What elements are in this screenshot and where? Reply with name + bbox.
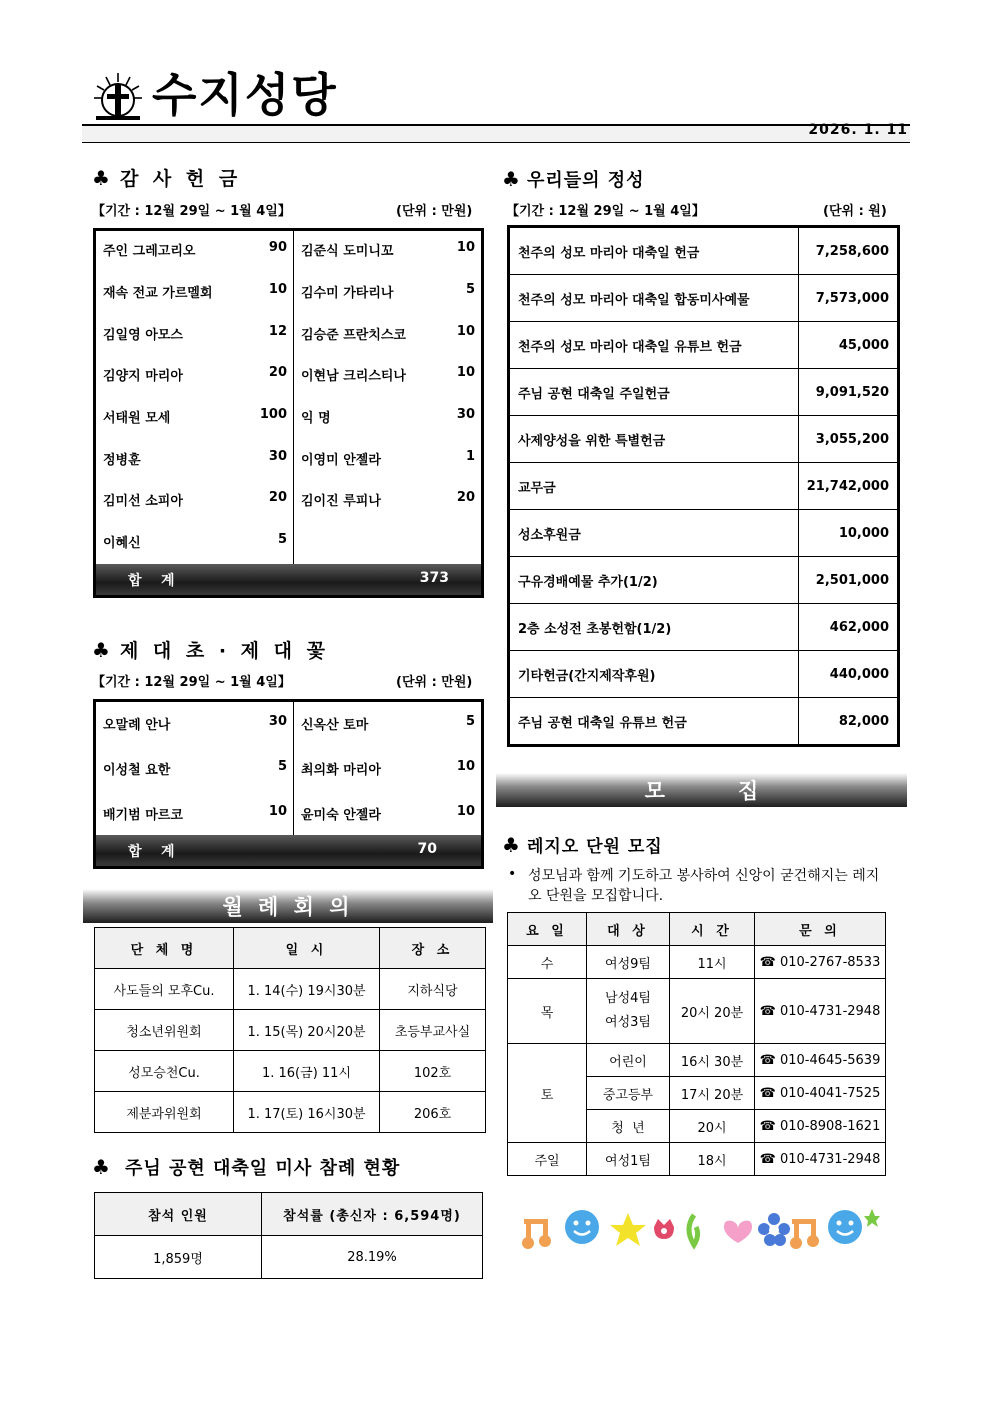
- club-icon: ♣: [92, 1155, 111, 1179]
- phone-icon: ☎: [759, 954, 776, 970]
- table-row: 사도들의 모후Cu. 1. 14(수) 19시30분 지하식당: [95, 969, 486, 1010]
- smiley-icon: [565, 1210, 599, 1244]
- altar-period: 【기간 : 12월 29일 ~ 1월 4일】: [92, 675, 291, 690]
- table-row: 천주의 성모 마리아 대축일 헌금 7,258,600: [509, 227, 899, 275]
- table-row: 사제양성을 위한 특별헌금 3,055,200: [509, 416, 899, 463]
- altar-total: 70: [417, 841, 437, 857]
- table-row: 성모승천Cu. 1. 16(금) 11시 102호: [95, 1051, 486, 1092]
- altar-total-label: 합 계: [128, 844, 175, 860]
- club-icon: ♣: [92, 166, 114, 190]
- club-icon: ♣: [502, 833, 521, 857]
- table-row: 천주의 성모 마리아 대축일 합동미사예물 7,573,000: [509, 275, 899, 322]
- header-rule: [82, 124, 910, 143]
- table-row: 주님 공현 대축일 주일헌금 9,091,520: [509, 369, 899, 416]
- thanks-unit: (단위 : 만원): [396, 204, 473, 219]
- table-row: 제분과위원회 1. 17(토) 16시30분 206호: [95, 1092, 486, 1133]
- table-row: 청소년위원회 1. 15(목) 20시20분 초등부교사실: [95, 1010, 486, 1051]
- table-row: 천주의 성모 마리아 대축일 유튜브 헌금 45,000: [509, 322, 899, 369]
- table-row: 토 어린이 16시 30분 ☎ 010-4645-5639: [508, 1044, 886, 1077]
- recruit-heading: [502, 832, 663, 857]
- club-icon: ♣: [502, 167, 521, 191]
- thanks-total-label: 합 계: [128, 573, 175, 589]
- phone-icon: ☎: [759, 1052, 776, 1068]
- tulip-icon: [654, 1219, 674, 1239]
- heart-icon: [724, 1221, 752, 1243]
- meeting-banner: 월 례 회 의: [83, 889, 493, 923]
- leaf-icon: [689, 1215, 698, 1245]
- recruit-banner: 모 집: [496, 773, 907, 807]
- recruit-description: 성모님과 함께 기도하고 봉사하여 신앙이 굳건해지는 레지오 단원을 모집합니다.: [528, 868, 880, 904]
- altar-unit: (단위 : 만원): [396, 675, 473, 690]
- altar-heading: [92, 636, 329, 663]
- table-row: 청 년 20시 ☎ 010-8908-1621: [508, 1110, 886, 1143]
- table-row: 주일 여성1팀 18시 ☎ 010-4731-2948: [508, 1143, 886, 1176]
- smiley-icon: [828, 1210, 862, 1244]
- table-row: 교무금 21,742,000: [509, 463, 899, 510]
- music-note-icon: [790, 1219, 819, 1249]
- phone-icon: ☎: [759, 1003, 776, 1019]
- attendance-heading: [92, 1154, 400, 1180]
- offering-unit: (단위 : 원): [823, 204, 887, 219]
- phone-icon: ☎: [759, 1085, 776, 1101]
- table-row: 성소후원금 10,000: [509, 510, 899, 557]
- club-icon: ♣: [92, 638, 114, 662]
- altar-title: 제 대 초 · 제 대 꽃: [119, 640, 329, 662]
- altar-total-bar: [96, 835, 481, 866]
- recruit-table: 요 일 대 상 시 간 문 의 수 여성9팀 11시 ☎ 010-2767-8533 목 남성4팀 여성3팀 20시 20분 ☎ 010-4731-2948 토 어린이 16시 30분 ☎ 010-4645-5639 중고등부 17시 20분 ☎ 010-4041-7525 청 년 20시 ☎ 010-8908-1621 주일 여성1팀 18시 ☎ 010-4731-2948: [507, 912, 886, 1176]
- thanks-total: 373: [419, 570, 449, 586]
- thanks-title: 감 사 헌 금: [119, 168, 242, 190]
- star-icon: [610, 1213, 646, 1246]
- thanks-period: 【기간 : 12월 29일 ~ 1월 4일】: [92, 204, 291, 219]
- table-row: 1,859명 28.19%: [95, 1236, 483, 1279]
- phone-icon: ☎: [759, 1151, 776, 1167]
- bulletin-date: 2026. 1. 11: [808, 122, 908, 138]
- offering-heading: [502, 166, 645, 192]
- thanks-box: 주인 그레고리오 90 재속 전교 가르멜회 10 김일영 아모스 12 김양지 마리아 20 서태원 모세 100 정병훈 30 김미선 소피아 20 이혜신 5 김준식 도미니꼬 10 김수미 가타리나 5 김승준 프란치스코 10 이현남 크리스티나 10 익 명 30 이영미 안젤라 1 김이진 루피나 20 합 계 373: [93, 228, 484, 598]
- decorative-icons-strip: [520, 1205, 880, 1255]
- flower-icon: [758, 1213, 790, 1246]
- offering-period: 【기간 : 12월 29일 ~ 1월 4일】: [506, 204, 705, 219]
- table-row: 목 남성4팀 여성3팀 20시 20분 ☎ 010-4731-2948: [508, 979, 886, 1044]
- altar-box: 오말례 안나 30 이성철 요한 5 배기범 마르코 10 신옥산 토마 5 최의화 마리아 10 윤미숙 안젤라 10 합 계 70: [93, 699, 484, 869]
- table-row: 구유경배예물 추가(1/2) 2,501,000: [509, 557, 899, 604]
- parish-title: 수지성당: [152, 68, 338, 122]
- attendance-table: 참석 인원 참석률 (총신자 : 6,594명) 1,859명 28.19%: [94, 1192, 483, 1279]
- table-row: 주님 공현 대축일 유튜브 헌금 82,000: [509, 698, 899, 746]
- table-row: 중고등부 17시 20분 ☎ 010-4041-7525: [508, 1077, 886, 1110]
- table-row: 기타헌금(간지제작후원) 440,000: [509, 651, 899, 698]
- music-note-icon: [522, 1219, 551, 1249]
- phone-icon: ☎: [759, 1118, 776, 1134]
- meeting-table: 단 체 명 일 시 장 소 사도들의 모후Cu. 1. 14(수) 19시30분 지하식당 청소년위원회 1. 15(목) 20시20분 초등부교사실 성모승천Cu. 1. 16(금) 11시 102호 제분과위원회 1. 17(토) 16시30분 206호: [94, 927, 486, 1133]
- offering-table: [507, 225, 900, 747]
- recruit-title: 레지오 단원 모집: [526, 837, 663, 857]
- parish-logo-icon: [92, 70, 144, 122]
- attendance-title: 주님 공현 대축일 미사 참례 현황: [124, 1158, 401, 1179]
- thanks-heading: [92, 164, 241, 191]
- offering-title: 우리들의 정성: [526, 170, 645, 191]
- table-row: 2층 소성전 초봉헌함(1/2) 462,000: [509, 604, 899, 651]
- table-row: 수 여성9팀 11시 ☎ 010-2767-8533: [508, 946, 886, 979]
- bullet-icon: •: [508, 866, 517, 882]
- star-icon: [864, 1209, 880, 1227]
- thanks-total-bar: [96, 564, 481, 595]
